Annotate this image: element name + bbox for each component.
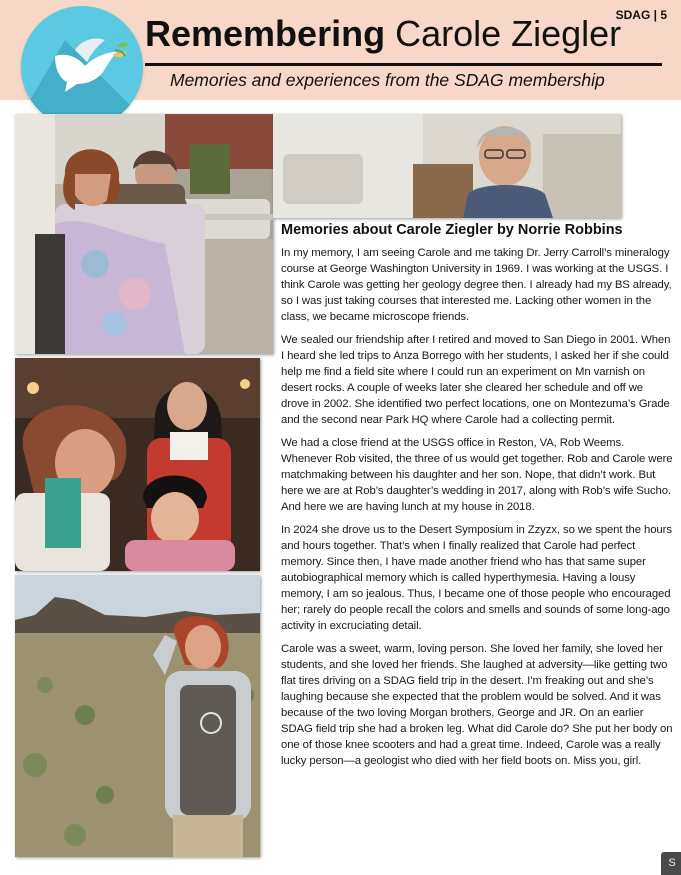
page-subtitle: Memories and experiences from the SDAG membership	[170, 70, 605, 90]
title-rule	[145, 63, 662, 66]
article-heading: Memories about Carole Ziegler by Norrie Robbins	[281, 222, 623, 238]
article	[281, 222, 673, 776]
article-paragraph: In my memory, I am seeing Carole and me taking Dr. Jerry Carroll’s mineralogy course at George Washington University in 1969. I was working at the USGS. I think Carole was getting her geology degree then. I already had my BS already, so I was just taking courses that interested me. Lacking other women in the class, we became microscope friends.	[281, 247, 672, 323]
article-paragraph: We had a close friend at the USGS office in Reston, VA, Rob Weems. Whenever Rob visited, the three of us would get together. Rob and Carole were matchmaking between his daughter and her son. Nope, that didn’t work. But here we are at Rob’s daughter’s wedding in 2017, along with Rob’s wife Sucho. And here we are having lunch at my house in 2018.	[281, 437, 673, 513]
title-regular: Carole Ziegler	[385, 13, 622, 54]
title-bold: Remembering	[145, 13, 386, 54]
article-paragraph: Carole was a sweet, warm, loving person. She loved her family, she loved her students, and she loved her friends. She laughed at adversity—like getting two flat tires driving on a SDAG field trip in the desert. I’m freaking out and she’s laughing because she expected that the problem would be solved. And it was because of the two loving Morgan brothers, George and JR. On an earlier SDAG field trip she had a broken leg. What did Carole do? She put her body on one of those knee scooters and had a great time. Indeed, Carole was a really lucky person—a geologist who died with her field boots on. Miss you, girl.	[281, 643, 673, 767]
photo-patio-women	[15, 114, 273, 354]
corner-tab[interactable]: S	[661, 852, 681, 875]
page-title	[145, 14, 621, 54]
dove-logo-icon	[21, 6, 143, 128]
article-paragraph: In 2024 she drove us to the Desert Symposium in Zzyzx, so we spent the hours and hours together. That’s when I finally realized that Carole had perfect memory. Since then, I have made another friend who has that same super autobiographical memory which is called hyperthymesia. Having a lousy memory, I am so jealous. Thus, I became one of those people who encouraged her; rarely do people recall the colors and smells and sounds of some long-ago activity in excruciating detail.	[281, 524, 672, 632]
article-paragraph: We sealed our friendship after I retired and moved to San Diego in 2001. When I heard she led trips to Anza Borrego with her students, I asked her if she could help me find a field site where I could run an experiment on Mn varnish on desert rocks. A couple of weeks later she cleared her schedule and off we drove in 2002. She identified two perfect locations, one on Montezuma’s Grade and the second near Park HQ where Carole had a collecting permit.	[281, 334, 671, 426]
photo-patio-man	[273, 114, 621, 218]
photo-three-women	[15, 358, 260, 571]
photo-desert-woman	[15, 575, 260, 857]
issue-label: SDAG | 5	[615, 8, 667, 22]
